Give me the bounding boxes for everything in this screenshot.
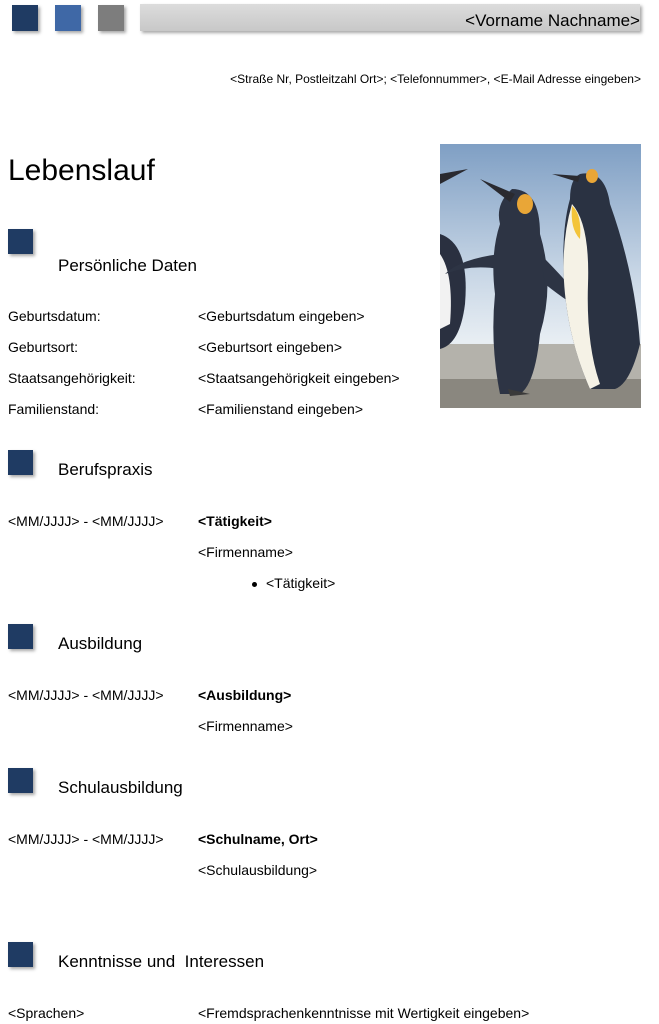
label-marital-status[interactable]: Familienstand: [8, 401, 100, 417]
value-birthplace[interactable]: <Geburtsort eingeben> [198, 339, 342, 355]
value-nationality[interactable]: <Staatsangehörigkeit eingeben> [198, 370, 400, 386]
section-title-work[interactable]: Berufspraxis [58, 460, 153, 479]
header-square-blue [55, 5, 81, 31]
header-square-gray [98, 5, 124, 31]
work-period[interactable]: <MM/JJJJ> - <MM/JJJJ> [8, 513, 164, 529]
contact-address[interactable]: <Straße Nr, Postleitzahl Ort>; <Telefonnummer>, <E-Mail Adresse eingeben> [230, 72, 641, 86]
section-marker-education [8, 624, 33, 649]
education-training[interactable]: <Ausbildung> [198, 687, 292, 703]
skills-value[interactable]: <Fremdsprachenkenntnisse mit Wertigkeit eingeben> [198, 1005, 530, 1021]
section-title-personal[interactable]: Persönliche Daten [58, 256, 197, 275]
label-birthplace[interactable]: Geburtsort: [8, 339, 79, 355]
school-period[interactable]: <MM/JJJJ> - <MM/JJJJ> [8, 831, 164, 847]
section-title-education[interactable]: Ausbildung [58, 634, 143, 653]
label-nationality[interactable]: Staatsangehörigkeit: [8, 370, 136, 386]
work-position[interactable]: <Tätigkeit> [198, 513, 272, 529]
work-company[interactable]: <Firmenname> [198, 544, 293, 560]
section-marker-skills [8, 942, 33, 967]
work-bullet-item[interactable] [252, 575, 335, 591]
header-square-dark [12, 5, 38, 31]
section-marker-work [8, 450, 33, 475]
label-birthdate[interactable]: Geburtsdatum: [8, 308, 101, 324]
section-marker-personal [8, 229, 33, 254]
bullet-icon [252, 582, 257, 587]
work-bullet-text: <Tätigkeit> [266, 575, 336, 591]
section-marker-school [8, 768, 33, 793]
education-company[interactable]: <Firmenname> [198, 718, 293, 734]
value-marital-status[interactable]: <Familienstand eingeben> [198, 401, 364, 417]
skills-label[interactable]: <Sprachen> [8, 1005, 85, 1021]
education-period[interactable]: <MM/JJJJ> - <MM/JJJJ> [8, 687, 164, 703]
page-title[interactable]: Lebenslauf [8, 154, 155, 187]
penguins-photo[interactable] [440, 144, 641, 408]
penguins-image [440, 144, 641, 408]
school-name[interactable]: <Schulname, Ort> [198, 831, 318, 847]
name-bar [140, 4, 640, 31]
value-birthdate[interactable]: <Geburtsdatum eingeben> [198, 308, 365, 324]
full-name[interactable]: <Vorname Nachname> [465, 11, 640, 30]
section-title-skills[interactable]: Kenntnisse und Interessen [58, 952, 265, 971]
school-type[interactable]: <Schulausbildung> [198, 862, 318, 878]
section-title-school[interactable]: Schulausbildung [58, 778, 183, 797]
